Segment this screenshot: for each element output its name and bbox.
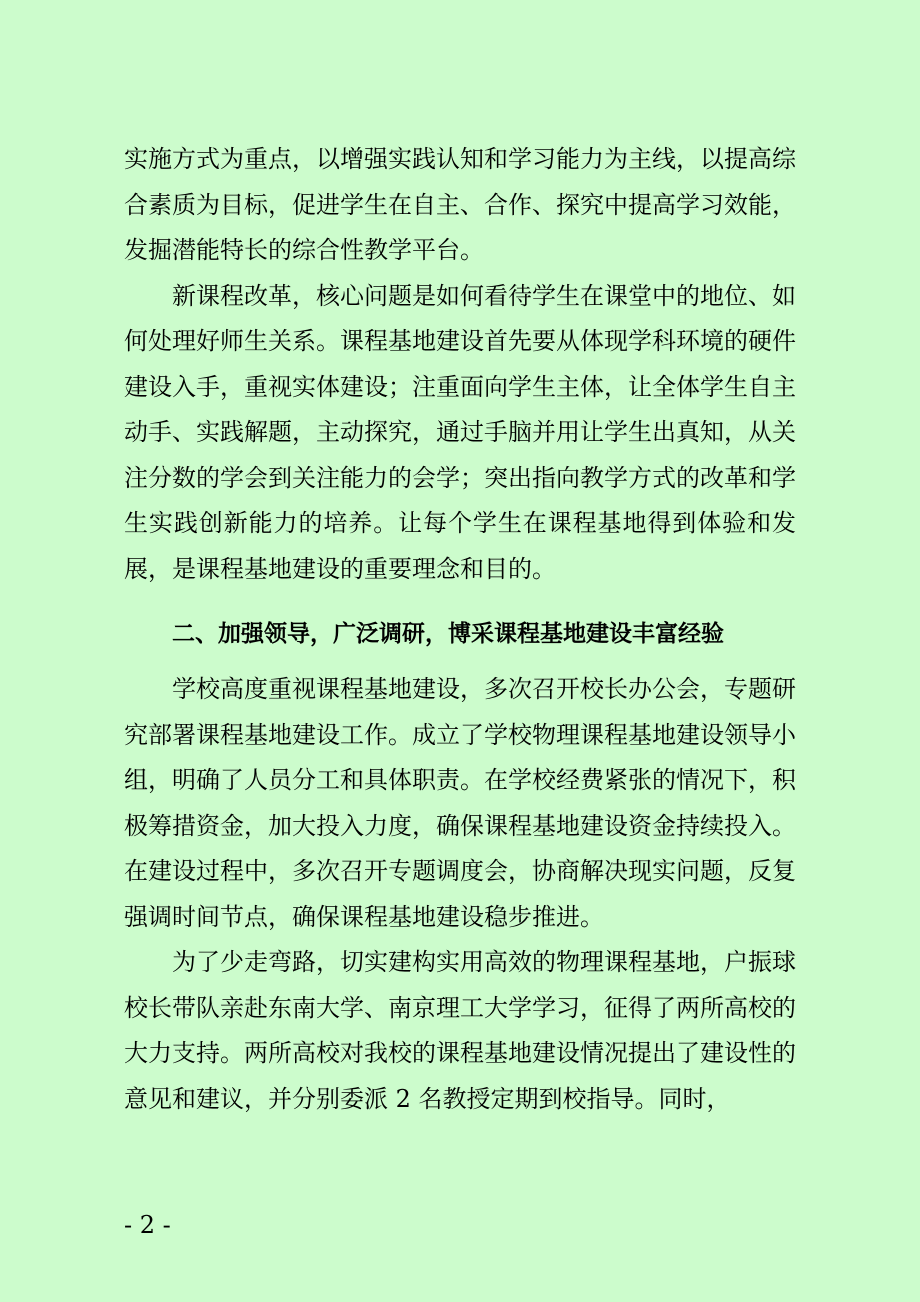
paragraph: 为了少走弯路，切实建构实用高效的物理课程基地，户振球校长带队亲赴东南大学、南京理工大学学习，征得了两所高校的大力支持。两所高校对我校的课程基地建设情况提出了建设性的意见和建议，并分别委派 2 名教授定期到校指导。同时，	[124, 948, 796, 1113]
page-number: - 2 -	[124, 1211, 171, 1239]
body-text-bottom	[124, 667, 796, 1122]
section-heading: 二、加强领导，广泛调研，博采课程基地建设丰富经验	[172, 621, 724, 647]
body-text-top	[124, 137, 796, 592]
paragraph: 学校高度重视课程基地建设，多次召开校长办公会，专题研究部署课程基地建设工作。成立了学校物理课程基地建设领导小组，明确了人员分工和具体职责。在学校经费紧张的情况下，积极筹措资金，加大投入力度，确保课程基地建设资金持续投入。在建设过程中，多次召开专题调度会，协商解决现实问题，反复强调时间节点，确保课程基地建设稳步推进。	[124, 675, 796, 931]
paragraph: 新课程改革，核心问题是如何看待学生在课堂中的地位、如何处理好师生关系。课程基地建设首先要从体现学科环境的硬件建设入手，重视实体建设；注重面向学生主体，让全体学生自主动手、实践解题，主动探究，通过手脑并用让学生出真知，从关注分数的学会到关注能力的会学；突出指向教学方式的改革和学生实践创新能力的培养。让每个学生在课程基地得到体验和发展，是课程基地建设的重要理念和目的。	[124, 281, 796, 583]
paragraph-continued: 实施方式为重点，以增强实践认知和学习能力为主线，以提高综合素质为目标，促进学生在自主、合作、探究中提高学习效能，发掘潜能特长的综合性教学平台。	[124, 145, 796, 264]
